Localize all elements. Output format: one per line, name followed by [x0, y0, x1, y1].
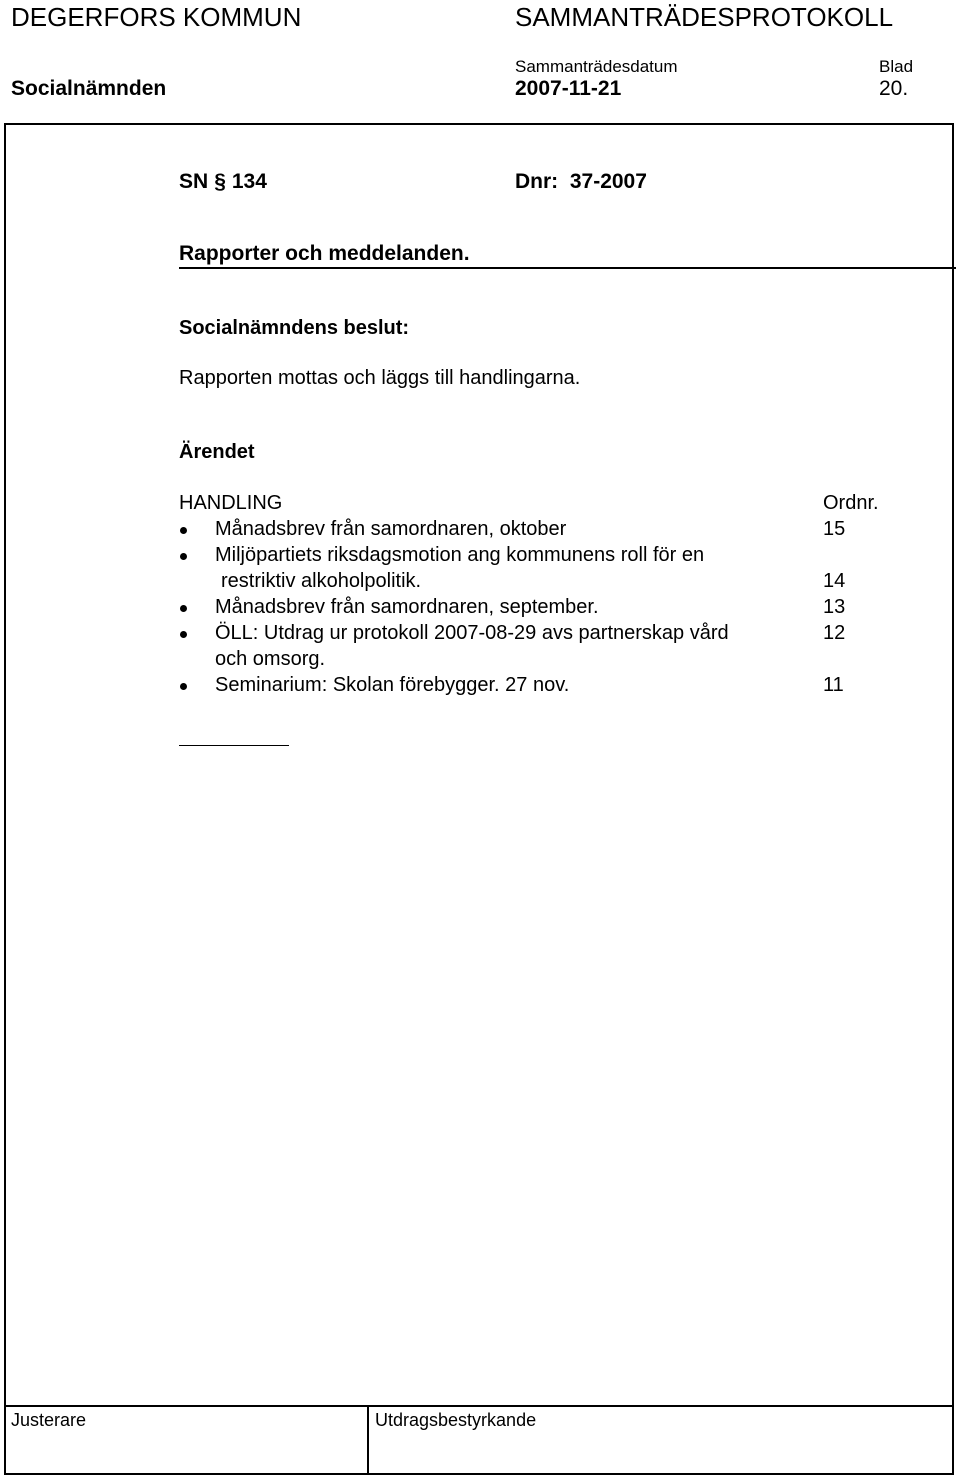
- decision-text: Rapporten mottas och läggs till handlingarna.: [179, 367, 581, 389]
- list-item-line: Månadsbrev från samordnaren, oktober: [215, 518, 567, 540]
- document-type: SAMMANTRÄDESPROTOKOLL: [515, 2, 894, 32]
- title-underline: [179, 267, 956, 269]
- list-item-order: 11: [823, 674, 844, 696]
- matter-heading: Ärendet: [179, 441, 255, 463]
- verifier-label: Justerare: [11, 1410, 87, 1430]
- list-item-line: restriktiv alkoholpolitik.: [221, 570, 422, 592]
- committee-name: Socialnämnden: [11, 77, 167, 100]
- meeting-date: 2007-11-21: [515, 77, 622, 100]
- page-label: Blad: [879, 57, 914, 76]
- list-item-line: Seminarium: Skolan förebygger. 27 nov.: [215, 674, 570, 696]
- list-item-line: Månadsbrev från samordnaren, september.: [215, 596, 599, 618]
- page-frame: [4, 123, 954, 1475]
- list-item-line: och omsorg.: [215, 648, 326, 670]
- dnr-value: 37-2007: [569, 170, 647, 193]
- list-item-line: Miljöpartiets riksdagsmotion ang kommunens roll för en: [215, 544, 705, 566]
- bullet-icon: [180, 553, 187, 560]
- bullet-icon: [180, 527, 187, 534]
- list-item-order: 13: [823, 596, 846, 618]
- extract-label: Utdragsbestyrkande: [375, 1410, 537, 1430]
- end-rule: [179, 745, 289, 746]
- list-item-order: 12: [823, 622, 846, 644]
- case-id: 134: [231, 170, 267, 193]
- column-order: Ordnr.: [823, 492, 879, 514]
- municipality-name: DEGERFORS KOMMUN: [11, 2, 302, 32]
- footer-divider: [4, 1405, 954, 1407]
- registration-number: [515, 170, 647, 194]
- bullet-icon: [180, 683, 187, 690]
- footer-column-divider: [367, 1405, 369, 1475]
- list-item-order: 14: [823, 570, 846, 592]
- list-item-order: 15: [823, 518, 846, 540]
- bullet-icon: [180, 631, 187, 638]
- list-item-line: ÖLL: Utdrag ur protokoll 2007-08-29 avs partnerskap vård: [215, 622, 729, 644]
- page-number: 20.: [879, 77, 909, 100]
- bullet-icon: [180, 605, 187, 612]
- column-document: HANDLING: [179, 492, 283, 514]
- dnr-label: Dnr:: [515, 170, 559, 193]
- case-prefix: SN: [179, 170, 209, 193]
- section-sign-icon: §: [214, 170, 226, 193]
- case-title: Rapporter och meddelanden.: [179, 242, 470, 265]
- decision-heading: Socialnämndens beslut:: [179, 317, 410, 339]
- case-number: [179, 170, 267, 194]
- date-label: Sammanträdesdatum: [515, 57, 678, 76]
